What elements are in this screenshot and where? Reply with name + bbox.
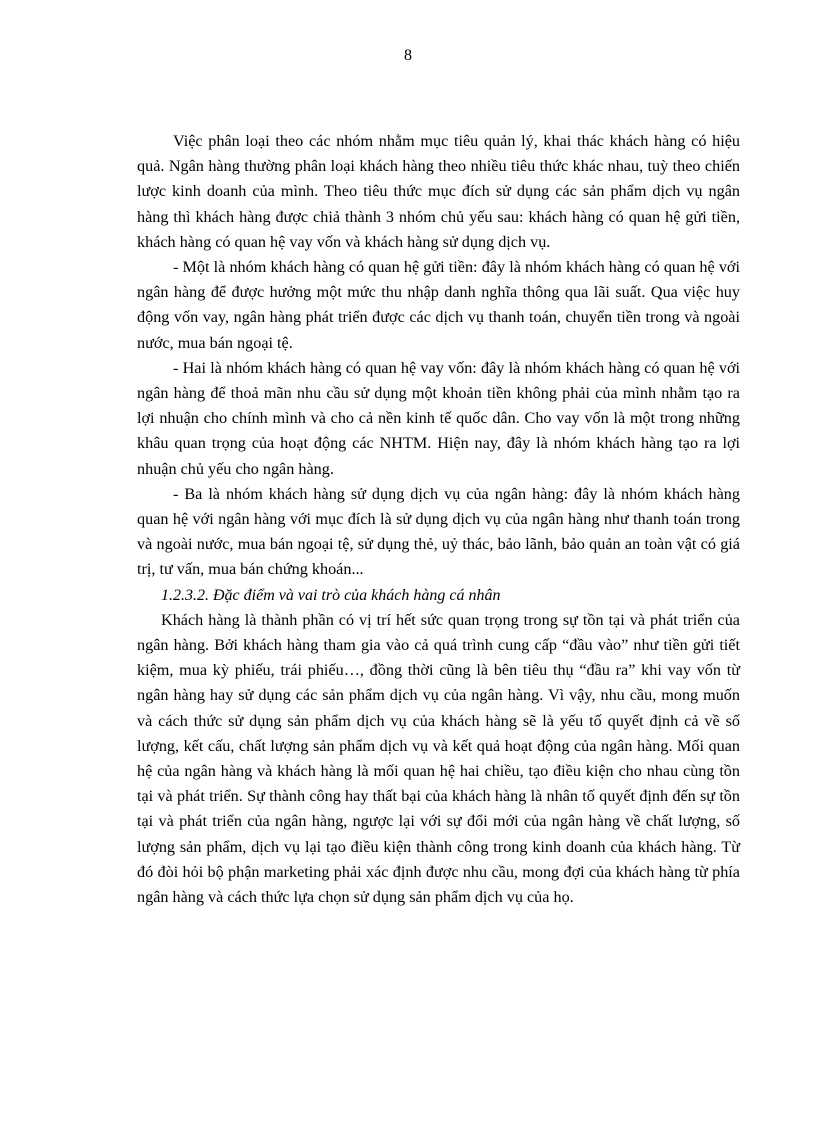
intro-paragraph: Việc phân loại theo các nhóm nhằm mục tiêu quản lý, khai thác khách hàng có hiệu quả. Ngân hàng thường phân loại khách hàng theo nhiều tiêu thức khác nhau, tuỳ theo chiến lược kinh doanh của mình. Theo tiêu thức mục đích sử dụng các sản phẩm dịch vụ ngân hàng thì khách hàng được chiả thành 3 nhóm chủ yếu sau: khách hàng có quan hệ gửi tiền, khách hàng có quan hệ vay vốn và khách hàng sử dụng dịch vụ. [137,132,740,251]
group-one-paragraph: - Một là nhóm khách hàng có quan hệ gửi tiền: đây là nhóm khách hàng có quan hệ với ngân hàng để được hưởng một mức thu nhập danh nghĩa thông qua lãi suất. Qua việc huy động vốn vay, ngân hàng phát triển được các dịch vụ thanh toán, chuyển tiền trong và ngoài nước, mua bán ngoại tệ. [137,258,740,352]
section-heading: 1.2.3.2. Đặc điểm và vai trò của khách hàng cá nhân [161,586,501,604]
group-three-paragraph: - Ba là nhóm khách hàng sử dụng dịch vụ của ngân hàng: đây là nhóm khách hàng quan hệ với ngân hàng với mục đích là sử dụng dịch vụ của ngân hàng như thanh toán trong và ngoài nước, mua bán ngoại tệ, sử dụng thẻ, uỷ thác, bảo lãnh, bảo quản an toàn vật có giá trị, tư vấn, mua bán chứng khoán... [137,484,740,579]
page-number: 8 [404,47,412,64]
section-body-paragraph: Khách hàng là thành phần có vị trí hết sức quan trọng trong sự tồn tại và phát triển của ngân hàng. Bởi khách hàng tham gia vào cả quá trình cung cấp “đầu vào” như tiền gửi tiết kiệm, mua kỳ phiếu, trái phiếu…, đồng thời cũng là bên tiêu thụ “đầu ra” khi vay vốn từ ngân hàng hay sử dụng các sản phẩm dịch vụ của ngân hàng. Vì vậy, nhu cầu, mong muốn và cách thức sử dụng sản phẩm dịch vụ của khách hàng sẽ là yếu tố quyết định cả về số lượng, kết cấu, chất lượng sản phẩm dịch vụ và kết quả hoạt động của ngân hàng. Mối quan hệ của ngân hàng và khách hàng là mối quan hệ hai chiều, tạo điều kiện cho nhau cùng tồn tại và phát triển. Sự thành công hay thất bại của khách hàng là nhân tố quyết định đến sự tồn tại và phát triển của ngân hàng, ngược lại với sự đổi mới của ngân hàng về chất lượng, số lượng sản phẩm, dịch vụ lại tạo điều kiện thành công trong kinh doanh của khách hàng. Từ đó đòi hỏi bộ phận marketing phải xác định được nhu cầu, mong đợi của khách hàng từ phía ngân hàng và cách thức lựa chọn sử dụng sản phẩm dịch vụ của họ. [137,610,740,907]
body-text [137,129,740,910]
group-two-paragraph: - Hai là nhóm khách hàng có quan hệ vay vốn: đây là nhóm khách hàng có quan hệ với ngân hàng để thoả mãn nhu cầu sử dụng một khoản tiền không phải của mình nhằm tạo ra lợi nhuận cho chính mình và cho cả nền kinh tế quốc dân. Cho vay vốn là một trong những khâu quan trọng của hoạt động các NHTM. Hiện nay, đây là nhóm khách hàng tạo ra lợi nhuận chủ yếu cho ngân hàng. [137,358,740,478]
